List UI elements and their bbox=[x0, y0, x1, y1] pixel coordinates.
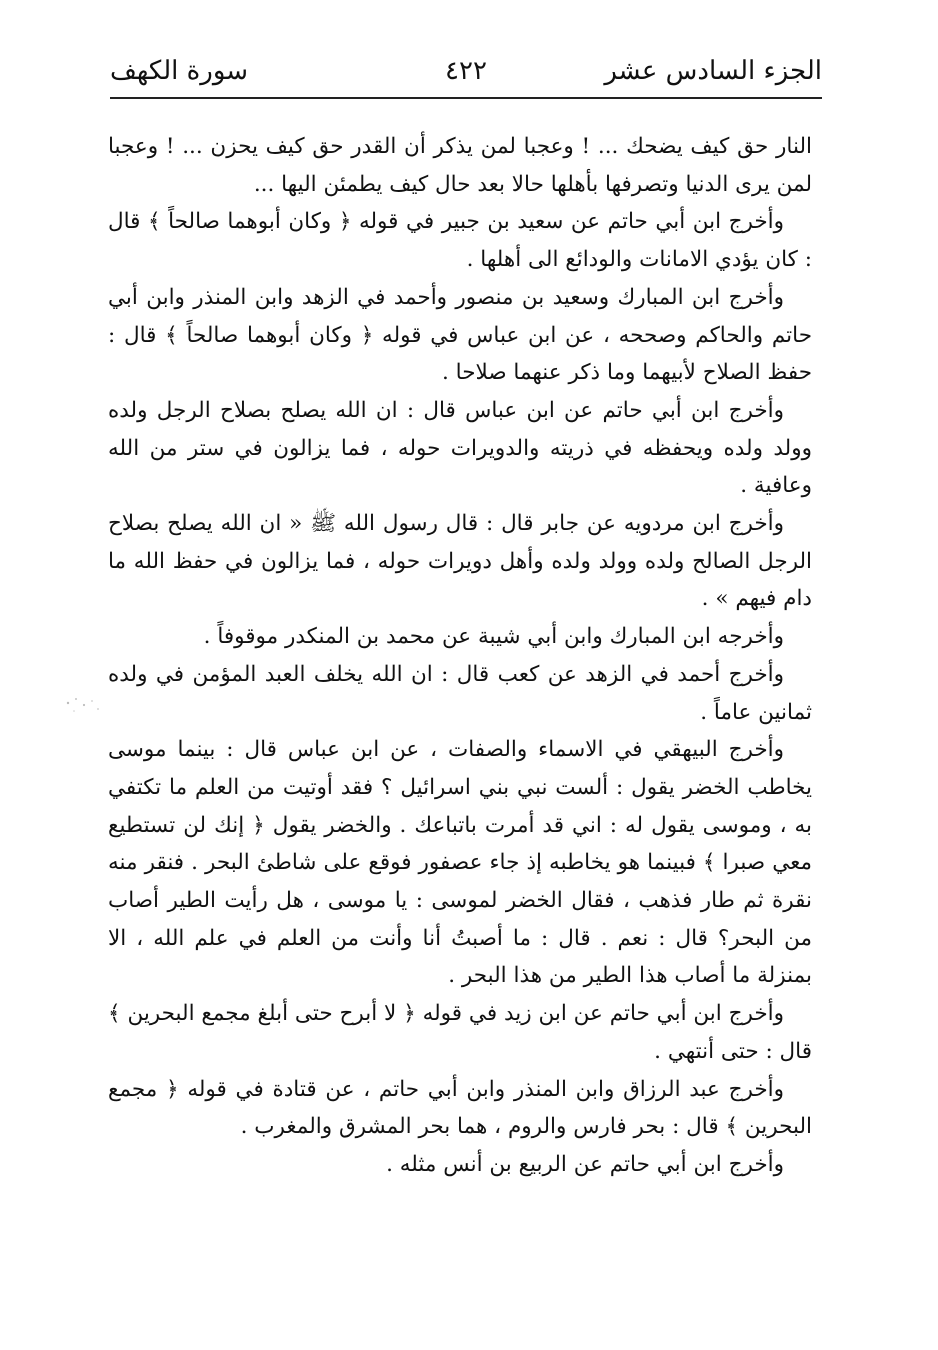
header-divider bbox=[110, 97, 822, 99]
paragraph-2: وأخرج ابن أبي حاتم عن سعيد بن جبير في قوله ﴿ وكان أبوهما صالحاً ﴾ قال : كان يؤدي الامانات والودائع الى أهلها . bbox=[108, 209, 812, 273]
part-title: الجزء السادس عشر bbox=[604, 56, 822, 86]
margin-smudge bbox=[60, 685, 108, 725]
paragraph-9: وأخرج ابن أبي حاتم عن ابن زيد في قوله ﴿ لا أبرح حتى أبلغ مجمع البحرين ﴾ قال : حتى أنتهي . bbox=[108, 1001, 812, 1064]
page-body bbox=[108, 128, 812, 1184]
surah-title: سورة الكهف bbox=[110, 56, 249, 86]
paragraph-6: وأخرجه ابن المبارك وابن أبي شيبة عن محمد بن المنكدر موقوفاً . bbox=[203, 624, 784, 650]
paragraph-5: وأخرج ابن مردويه عن جابر قال : قال رسول الله ﷺ « ان الله يصلح بصلاح الرجل الصالح ولده وولد ولده وأهل دويرات حوله ، فما يزالون في حفظ الله ما دام فيهم » . bbox=[108, 511, 812, 612]
paragraph-3: وأخرج ابن المبارك وسعيد بن منصور وأحمد في الزهد وابن المنذر وابن أبي حاتم والحاكم وصححه ، عن ابن عباس في قوله ﴿ وكان أبوهما صالحاً ﴾ قال : حفظ الصلاح لأبيهما وما ذكر عنهما صلاحا . bbox=[108, 284, 812, 386]
paragraph-11: وأخرج ابن أبي حاتم عن الربيع بن أنس مثله . bbox=[386, 1151, 784, 1177]
paragraph-10: وأخرج عبد الرزاق وابن المنذر وابن أبي حاتم ، عن قتادة في قوله ﴿ مجمع البحرين ﴾ قال : بحر فارس والروم ، هما بحر المشرق والمغرب . bbox=[108, 1076, 812, 1140]
page-number: ٤٢٢ bbox=[445, 56, 487, 86]
paragraph-8: وأخرج البيهقي في الاسماء والصفات ، عن ابن عباس قال : بينما موسى يخاطب الخضر يقول : ألست نبي بني اسرائيل ؟ فقد أوتيت من العلم ما تكتفي به ، وموسى يقول له : اني قد أمرت باتباعك . والخضر يقول ﴿ إنك لن تستطيع معي صبرا ﴾ فبينما هو يخاطبه إذ جاء عصفور فوقع على شاطئ البحر . فنقر منه نقرة ثم طار فذهب ، فقال الخضر لموسى : يا موسى ، هل رأيت الطير أصاب من البحر؟ قال : نعم . قال : ما أصبتُ أنا وأنت من العلم في علم الله ، الا بمنزلة ما أصاب هذا الطير من هذا البحر . bbox=[108, 737, 812, 989]
paragraph-4: وأخرج ابن أبي حاتم عن ابن عباس قال : ان الله يصلح بصلاح الرجل ولده وولد ولده ويحفظه في ذريته والدويرات حوله ، فما يزالون في ستر من الله وعافية . bbox=[108, 397, 812, 499]
paragraph-1: النار حق كيف يضحك ... ! وعجبا لمن يذكر أن القدر حق كيف يحزن ... ! وعجبا لمن يرى الدنيا وتصرفها بأهلها حالا بعد حال كيف يطمئن اليها ... bbox=[108, 134, 812, 197]
paragraph-7: وأخرج أحمد في الزهد عن كعب قال : ان الله يخلف العبد المؤمن في ولده ثمانين عاماً . bbox=[108, 661, 812, 725]
page-header bbox=[110, 50, 822, 94]
